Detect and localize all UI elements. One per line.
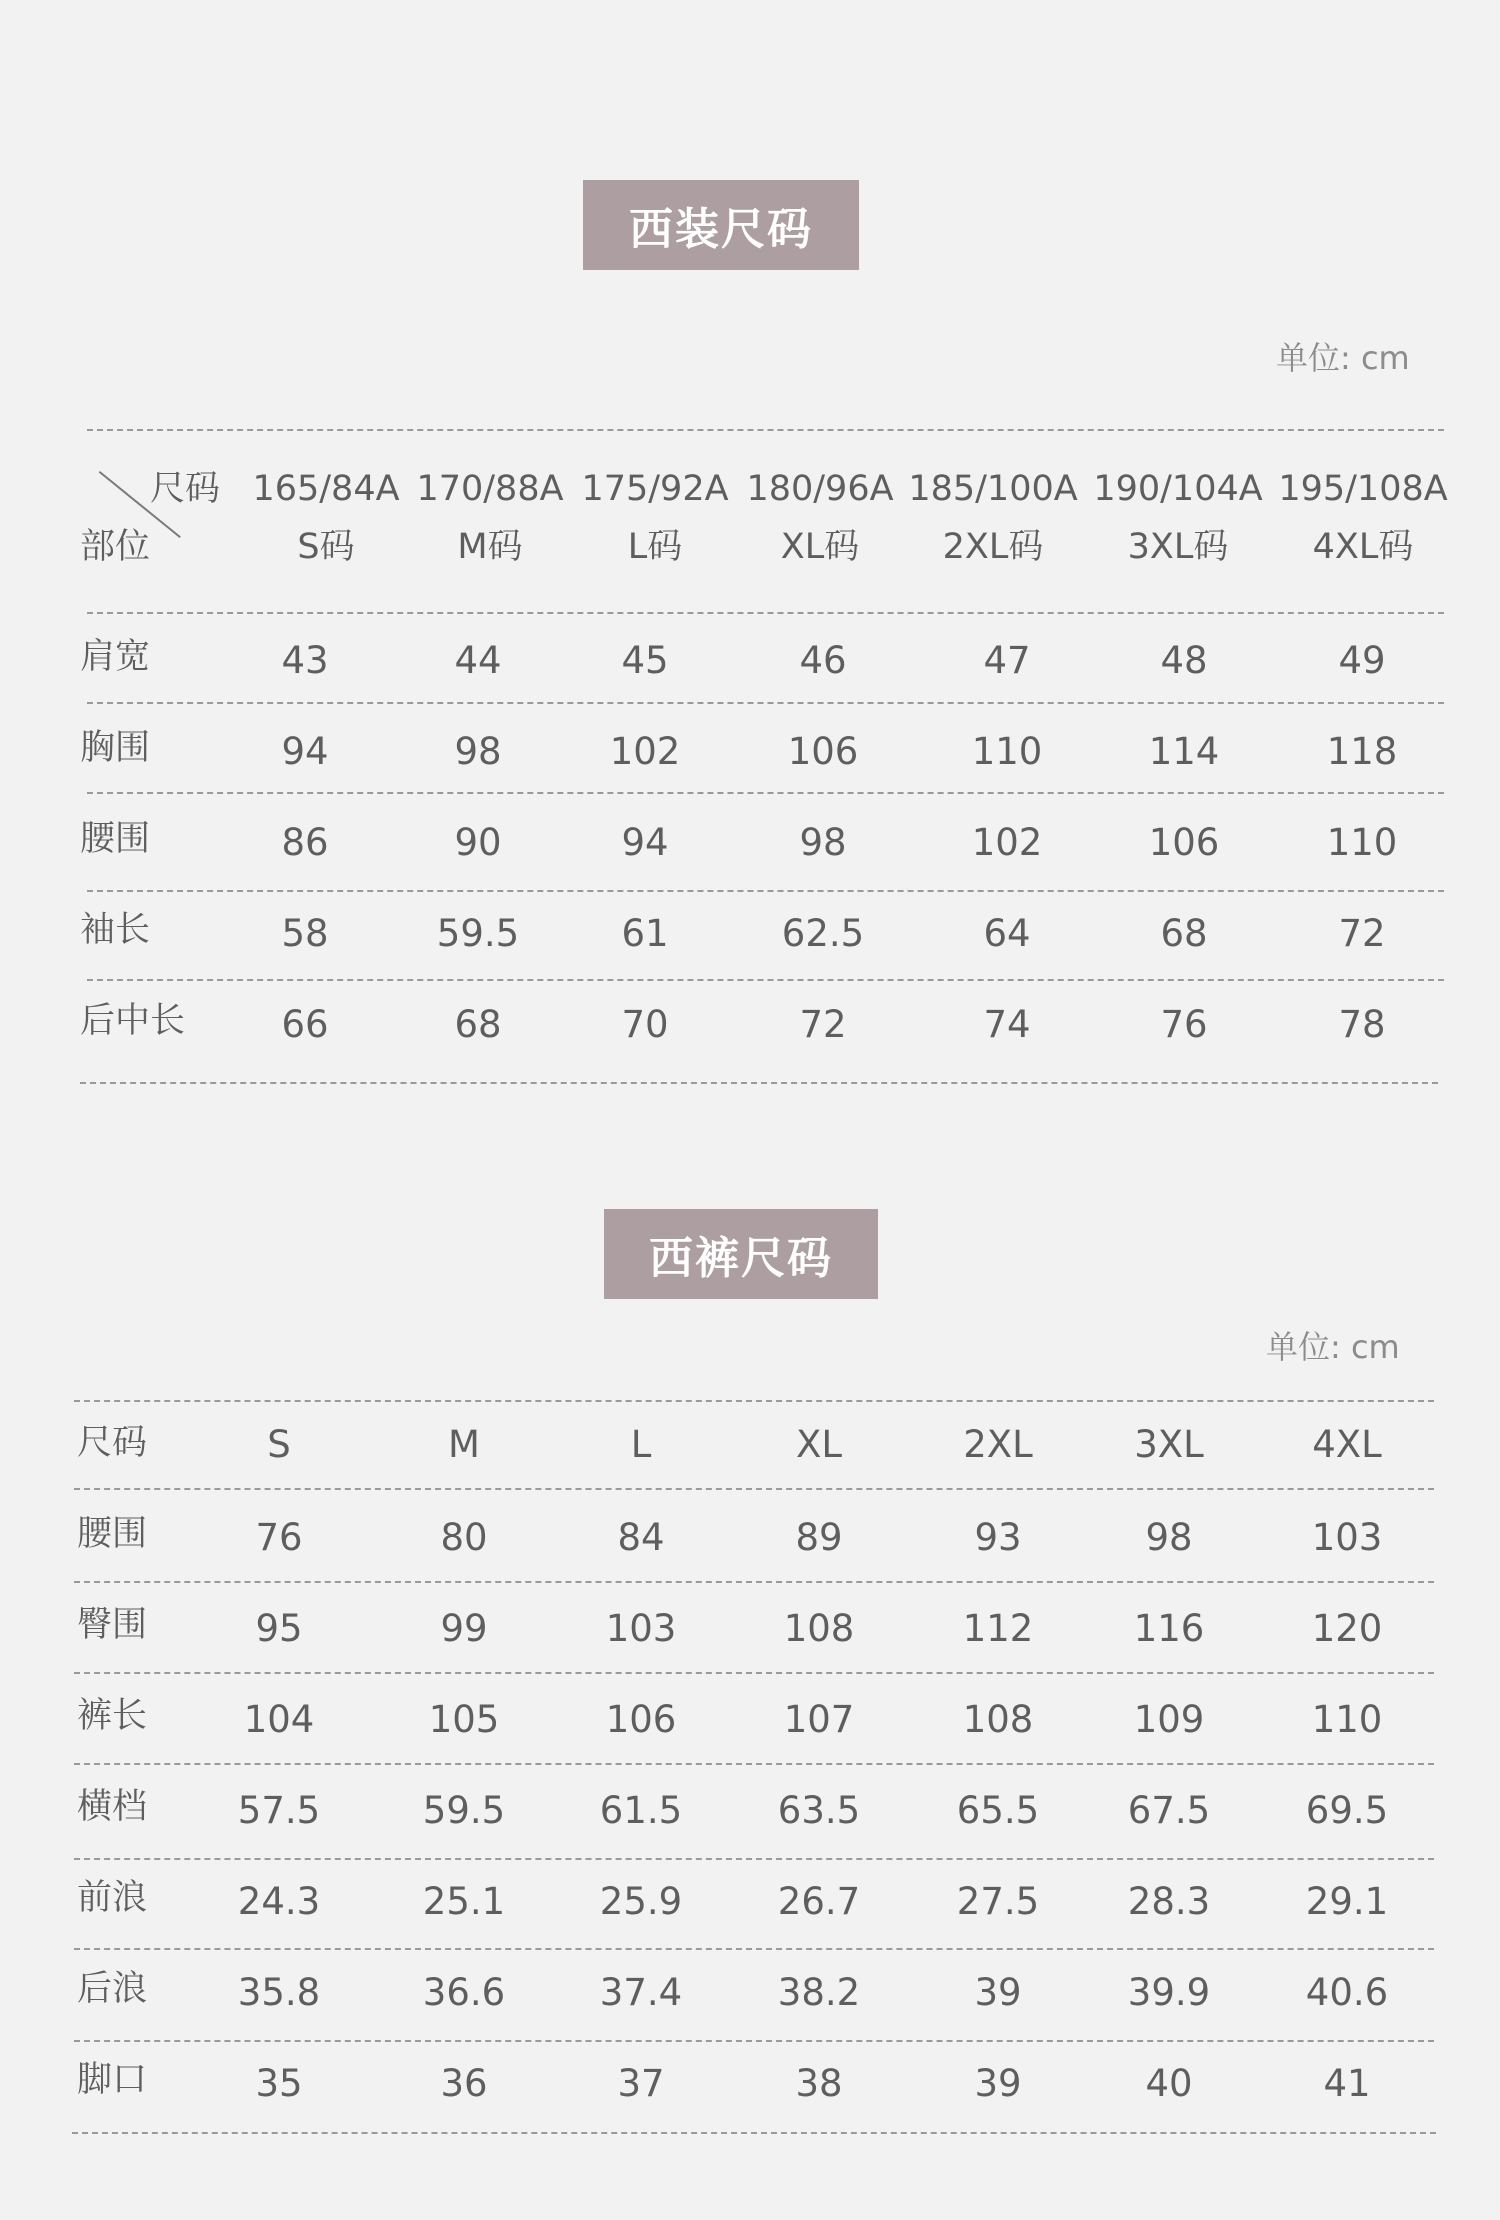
suit-cell: 94 [621, 821, 669, 864]
suit-cell: 48 [1160, 639, 1208, 682]
pants-row-divider [72, 2132, 1436, 2134]
pants-row-divider [74, 1581, 1434, 1583]
suit-cell: 106 [1148, 821, 1220, 864]
suit-size-spec: 190/104A [1093, 469, 1263, 509]
pants-row-label: 臀围 [77, 1605, 148, 1645]
pants-cell: 95 [255, 1607, 303, 1650]
pants-size-header: 3XL [1134, 1423, 1204, 1466]
pants-cell: 37 [617, 2062, 665, 2105]
pants-cell: 105 [428, 1698, 500, 1741]
pants-size-header: S [267, 1423, 291, 1466]
suit-cell: 66 [281, 1003, 329, 1046]
suit-cell: 44 [454, 639, 502, 682]
suit-cell: 98 [454, 730, 502, 773]
pants-cell: 39.9 [1127, 1971, 1211, 2014]
pants-row-label: 前浪 [77, 1878, 148, 1918]
pants-unit-label: 单位: cm [1266, 1328, 1400, 1366]
pants-cell: 40.6 [1305, 1971, 1389, 2014]
pants-cell: 37.4 [599, 1971, 683, 2014]
suit-size-spec: 165/84A [252, 469, 400, 509]
suit-cell: 118 [1326, 730, 1398, 773]
pants-row-divider [74, 1948, 1434, 1950]
suit-size-code: XL码 [780, 527, 860, 567]
pants-size-header: M [448, 1423, 480, 1466]
suit-cell: 47 [983, 639, 1031, 682]
suit-unit-label: 单位: cm [1276, 339, 1410, 377]
suit-row-divider [87, 979, 1444, 981]
suit-cell: 110 [971, 730, 1043, 773]
suit-size-code: 2XL码 [942, 527, 1044, 567]
pants-cell: 40 [1145, 2062, 1193, 2105]
pants-cell: 57.5 [237, 1789, 321, 1832]
pants-row-label: 脚口 [77, 2060, 148, 2100]
pants-cell: 36 [440, 2062, 488, 2105]
suit-corner-part-label: 部位 [80, 527, 151, 567]
suit-size-code: L码 [627, 527, 683, 567]
suit-size-title: 西装尺码 [583, 180, 859, 270]
pants-cell: 29.1 [1305, 1880, 1389, 1923]
pants-cell: 89 [795, 1516, 843, 1559]
pants-cell: 103 [1311, 1516, 1383, 1559]
pants-size-header: 4XL [1312, 1423, 1382, 1466]
suit-cell: 106 [787, 730, 859, 773]
pants-cell: 35 [255, 2062, 303, 2105]
suit-header-divider [87, 612, 1444, 614]
pants-cell: 98 [1145, 1516, 1193, 1559]
pants-cell: 110 [1311, 1698, 1383, 1741]
suit-cell: 72 [1338, 912, 1386, 955]
pants-size-title: 西裤尺码 [604, 1209, 878, 1299]
suit-size-spec: 180/96A [746, 469, 894, 509]
suit-row-divider [80, 1082, 1438, 1084]
pants-cell: 108 [783, 1607, 855, 1650]
suit-cell: 90 [454, 821, 502, 864]
suit-size-code: 4XL码 [1312, 527, 1414, 567]
pants-cell: 38 [795, 2062, 843, 2105]
suit-row-label: 后中长 [80, 1001, 186, 1041]
suit-cell: 49 [1338, 639, 1386, 682]
pants-cell: 28.3 [1127, 1880, 1211, 1923]
pants-cell: 108 [962, 1698, 1034, 1741]
pants-header-label: 尺码 [77, 1423, 148, 1463]
suit-cell: 70 [621, 1003, 669, 1046]
suit-size-spec: 175/92A [581, 469, 729, 509]
pants-cell: 76 [255, 1516, 303, 1559]
pants-cell: 67.5 [1127, 1789, 1211, 1832]
pants-cell: 25.9 [599, 1880, 683, 1923]
pants-row-divider [74, 1763, 1434, 1765]
suit-cell: 45 [621, 639, 669, 682]
pants-row-label: 腰围 [77, 1514, 148, 1554]
pants-top-divider [74, 1400, 1434, 1402]
pants-cell: 63.5 [777, 1789, 861, 1832]
pants-cell: 99 [440, 1607, 488, 1650]
suit-cell: 102 [971, 821, 1043, 864]
suit-cell: 58 [281, 912, 329, 955]
suit-size-spec: 185/100A [908, 469, 1078, 509]
suit-size-code: 3XL码 [1127, 527, 1229, 567]
suit-size-spec: 195/108A [1278, 469, 1448, 509]
suit-cell: 94 [281, 730, 329, 773]
pants-cell: 84 [617, 1516, 665, 1559]
suit-cell: 110 [1326, 821, 1398, 864]
suit-cell: 98 [799, 821, 847, 864]
pants-cell: 35.8 [237, 1971, 321, 2014]
pants-size-header: L [630, 1423, 652, 1466]
pants-cell: 116 [1133, 1607, 1205, 1650]
pants-cell: 120 [1311, 1607, 1383, 1650]
pants-cell: 27.5 [956, 1880, 1040, 1923]
suit-cell: 68 [1160, 912, 1208, 955]
pants-cell: 104 [243, 1698, 315, 1741]
pants-cell: 39 [974, 1971, 1022, 2014]
suit-cell: 76 [1160, 1003, 1208, 1046]
suit-row-label: 袖长 [80, 910, 151, 950]
pants-cell: 93 [974, 1516, 1022, 1559]
pants-cell: 103 [605, 1607, 677, 1650]
suit-cell: 72 [799, 1003, 847, 1046]
pants-cell: 39 [974, 2062, 1022, 2105]
suit-size-spec: 170/88A [416, 469, 564, 509]
pants-cell: 59.5 [422, 1789, 506, 1832]
pants-cell: 107 [783, 1698, 855, 1741]
suit-cell: 62.5 [781, 912, 865, 955]
pants-cell: 65.5 [956, 1789, 1040, 1832]
suit-cell: 64 [983, 912, 1031, 955]
suit-cell: 74 [983, 1003, 1031, 1046]
pants-row-label: 裤长 [77, 1696, 148, 1736]
pants-header-divider [74, 1488, 1434, 1490]
suit-top-divider [87, 429, 1444, 431]
suit-cell: 43 [281, 639, 329, 682]
suit-corner-size-label: 尺码 [150, 469, 221, 509]
pants-cell: 80 [440, 1516, 488, 1559]
pants-cell: 38.2 [777, 1971, 861, 2014]
suit-cell: 61 [621, 912, 669, 955]
suit-cell: 46 [799, 639, 847, 682]
suit-cell: 86 [281, 821, 329, 864]
suit-cell: 78 [1338, 1003, 1386, 1046]
pants-cell: 112 [962, 1607, 1034, 1650]
suit-row-divider [87, 792, 1444, 794]
pants-row-label: 横档 [77, 1787, 148, 1827]
suit-row-divider [87, 702, 1444, 704]
pants-size-header: XL [796, 1423, 842, 1466]
pants-cell: 24.3 [237, 1880, 321, 1923]
suit-size-code: M码 [457, 527, 523, 567]
suit-cell: 114 [1148, 730, 1220, 773]
pants-cell: 109 [1133, 1698, 1205, 1741]
suit-row-label: 肩宽 [80, 637, 151, 677]
pants-row-label: 后浪 [77, 1969, 148, 2009]
suit-cell: 59.5 [436, 912, 520, 955]
pants-cell: 106 [605, 1698, 677, 1741]
suit-cell: 68 [454, 1003, 502, 1046]
pants-cell: 36.6 [422, 1971, 506, 2014]
suit-cell: 102 [609, 730, 681, 773]
pants-cell: 41 [1323, 2062, 1371, 2105]
suit-row-label: 胸围 [80, 728, 151, 768]
pants-cell: 61.5 [599, 1789, 683, 1832]
pants-size-header: 2XL [963, 1423, 1033, 1466]
pants-row-divider [74, 1858, 1434, 1860]
pants-row-divider [74, 2040, 1434, 2042]
pants-cell: 26.7 [777, 1880, 861, 1923]
suit-row-label: 腰围 [80, 819, 151, 859]
suit-row-divider [87, 890, 1444, 892]
pants-cell: 25.1 [422, 1880, 506, 1923]
pants-row-divider [74, 1672, 1434, 1674]
pants-cell: 69.5 [1305, 1789, 1389, 1832]
suit-size-code: S码 [297, 527, 355, 567]
